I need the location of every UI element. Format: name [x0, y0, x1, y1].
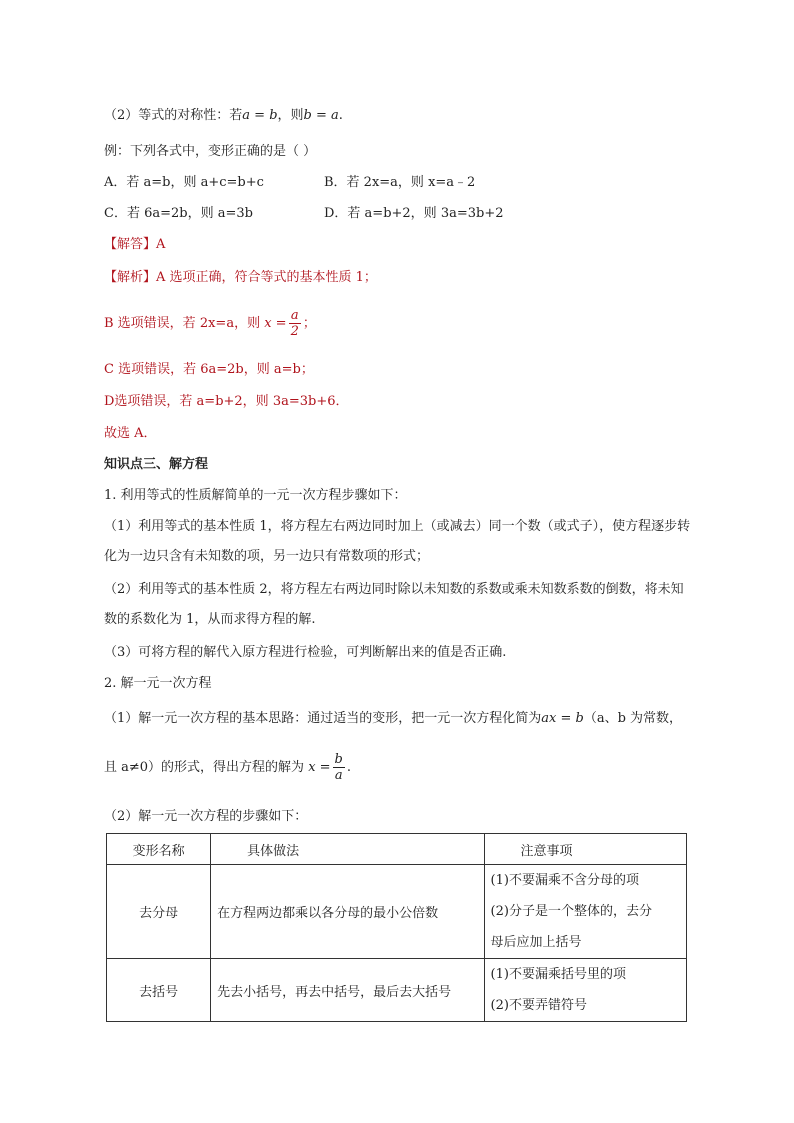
explanation-text: B 选项错误，若 2x=a，则 — [104, 316, 261, 331]
table-cell-method: 先去小括号，再去中括号，最后去大括号 — [211, 959, 484, 1022]
section-heading: 知识点三、解方程 — [104, 457, 209, 472]
equation: x = — [264, 316, 287, 331]
step1-item1: （1）利用等式的基本性质 1，将方程左右两边同时加上（或减去）同一个数（或式子），使方程逐步转 — [104, 519, 691, 534]
table-row — [107, 959, 687, 1022]
fraction-numerator: a — [289, 308, 301, 324]
note-line: (2)不要弄错符号 — [490, 998, 587, 1013]
fraction-denominator: a — [334, 768, 343, 783]
table-header-row — [107, 834, 687, 865]
steps-table — [106, 833, 687, 1022]
step1-item2-cont: 数的系数化为 1，从而求得方程的解. — [104, 612, 316, 627]
step2-item1-cont-text: 且 a≠0）的形式，得出方程的解为 — [104, 760, 305, 775]
table-cell-notes — [484, 865, 686, 959]
note-line: (1)不要漏乘不含分母的项 — [490, 873, 639, 888]
equation: x = — [308, 760, 331, 775]
option-b: B．若 2x=a，则 x=a﹣2 — [324, 175, 476, 190]
answer-line: 【解答】A — [104, 237, 166, 252]
option-c: C．若 6a=2b，则 a=3b — [104, 206, 253, 221]
step1-item3: （3）可将方程的解代入原方程进行检验，可判断解出来的值是否正确. — [104, 645, 507, 660]
symmetric-property-line — [104, 107, 343, 125]
step2-heading: 2. 解一元一次方程 — [104, 676, 212, 691]
option-d: D．若 a=b+2，则 3a=3b+2 — [324, 206, 504, 221]
option-d-explanation: D选项错误，若 a=b+2，则 3a=3b+6． — [104, 394, 349, 409]
step2-item1 — [104, 710, 682, 728]
fraction-denominator: 2 — [290, 324, 299, 339]
example-question: 例：下列各式中，变形正确的是（ ） — [104, 144, 317, 159]
fraction-numerator: b — [334, 752, 343, 767]
table-header-cell: 具体做法 — [211, 834, 484, 865]
table-header-cell: 注意事项 — [484, 834, 686, 865]
table-cell-method: 在方程两边都乘以各分母的最小公倍数 — [211, 865, 484, 959]
note-line: 母后应加上括号 — [490, 935, 582, 950]
step2-item1-cont — [104, 752, 351, 783]
period: . — [338, 108, 343, 123]
fraction — [333, 752, 345, 783]
symmetric-text: （2）等式的对称性：若 — [104, 108, 243, 123]
equation: b = a — [303, 108, 339, 123]
table-cell-notes — [484, 959, 686, 1022]
note-line: (1)不要漏乘括号里的项 — [490, 967, 626, 982]
equation: a = b — [242, 108, 278, 123]
equation: ax = b — [541, 711, 584, 726]
semicolon: ； — [302, 316, 316, 331]
step1-item2: （2）利用等式的基本性质 2，将方程左右两边同时除以未知数的系数或乘未知数系数的倒数，将未知 — [104, 582, 684, 597]
step1-heading: 1. 利用等式的性质解简单的一元一次方程步骤如下： — [104, 488, 407, 503]
table-cell-name: 去分母 — [107, 865, 211, 959]
symmetric-text-mid: ，则 — [277, 108, 304, 123]
table-row — [107, 865, 687, 959]
step2-item1-tail: （a、b 为常数， — [583, 711, 683, 726]
table-header-cell: 变形名称 — [107, 834, 211, 865]
step2-item1-text: （1）解一元一次方程的基本思路：通过适当的变形，把一元一次方程化简为 — [104, 711, 542, 726]
analysis-line: 【解析】A 选项正确，符合等式的基本性质 1； — [104, 270, 377, 285]
option-c-explanation: C 选项错误，若 6a=2b，则 a=b； — [104, 362, 314, 377]
table-cell-name: 去括号 — [107, 959, 211, 1022]
option-b-explanation — [104, 308, 316, 339]
period: . — [346, 760, 352, 775]
step1-item1-cont: 化为一边只含有未知数的项，另一边只有常数项的形式； — [104, 549, 430, 564]
choose-line: 故选 A． — [104, 426, 157, 441]
step2-item2: （2）解一元一次方程的步骤如下： — [104, 809, 308, 824]
option-a: A．若 a=b，则 a+c=b+c — [104, 175, 264, 190]
fraction — [289, 308, 301, 339]
note-line: (2)分子是一个整体的，去分 — [490, 904, 652, 919]
